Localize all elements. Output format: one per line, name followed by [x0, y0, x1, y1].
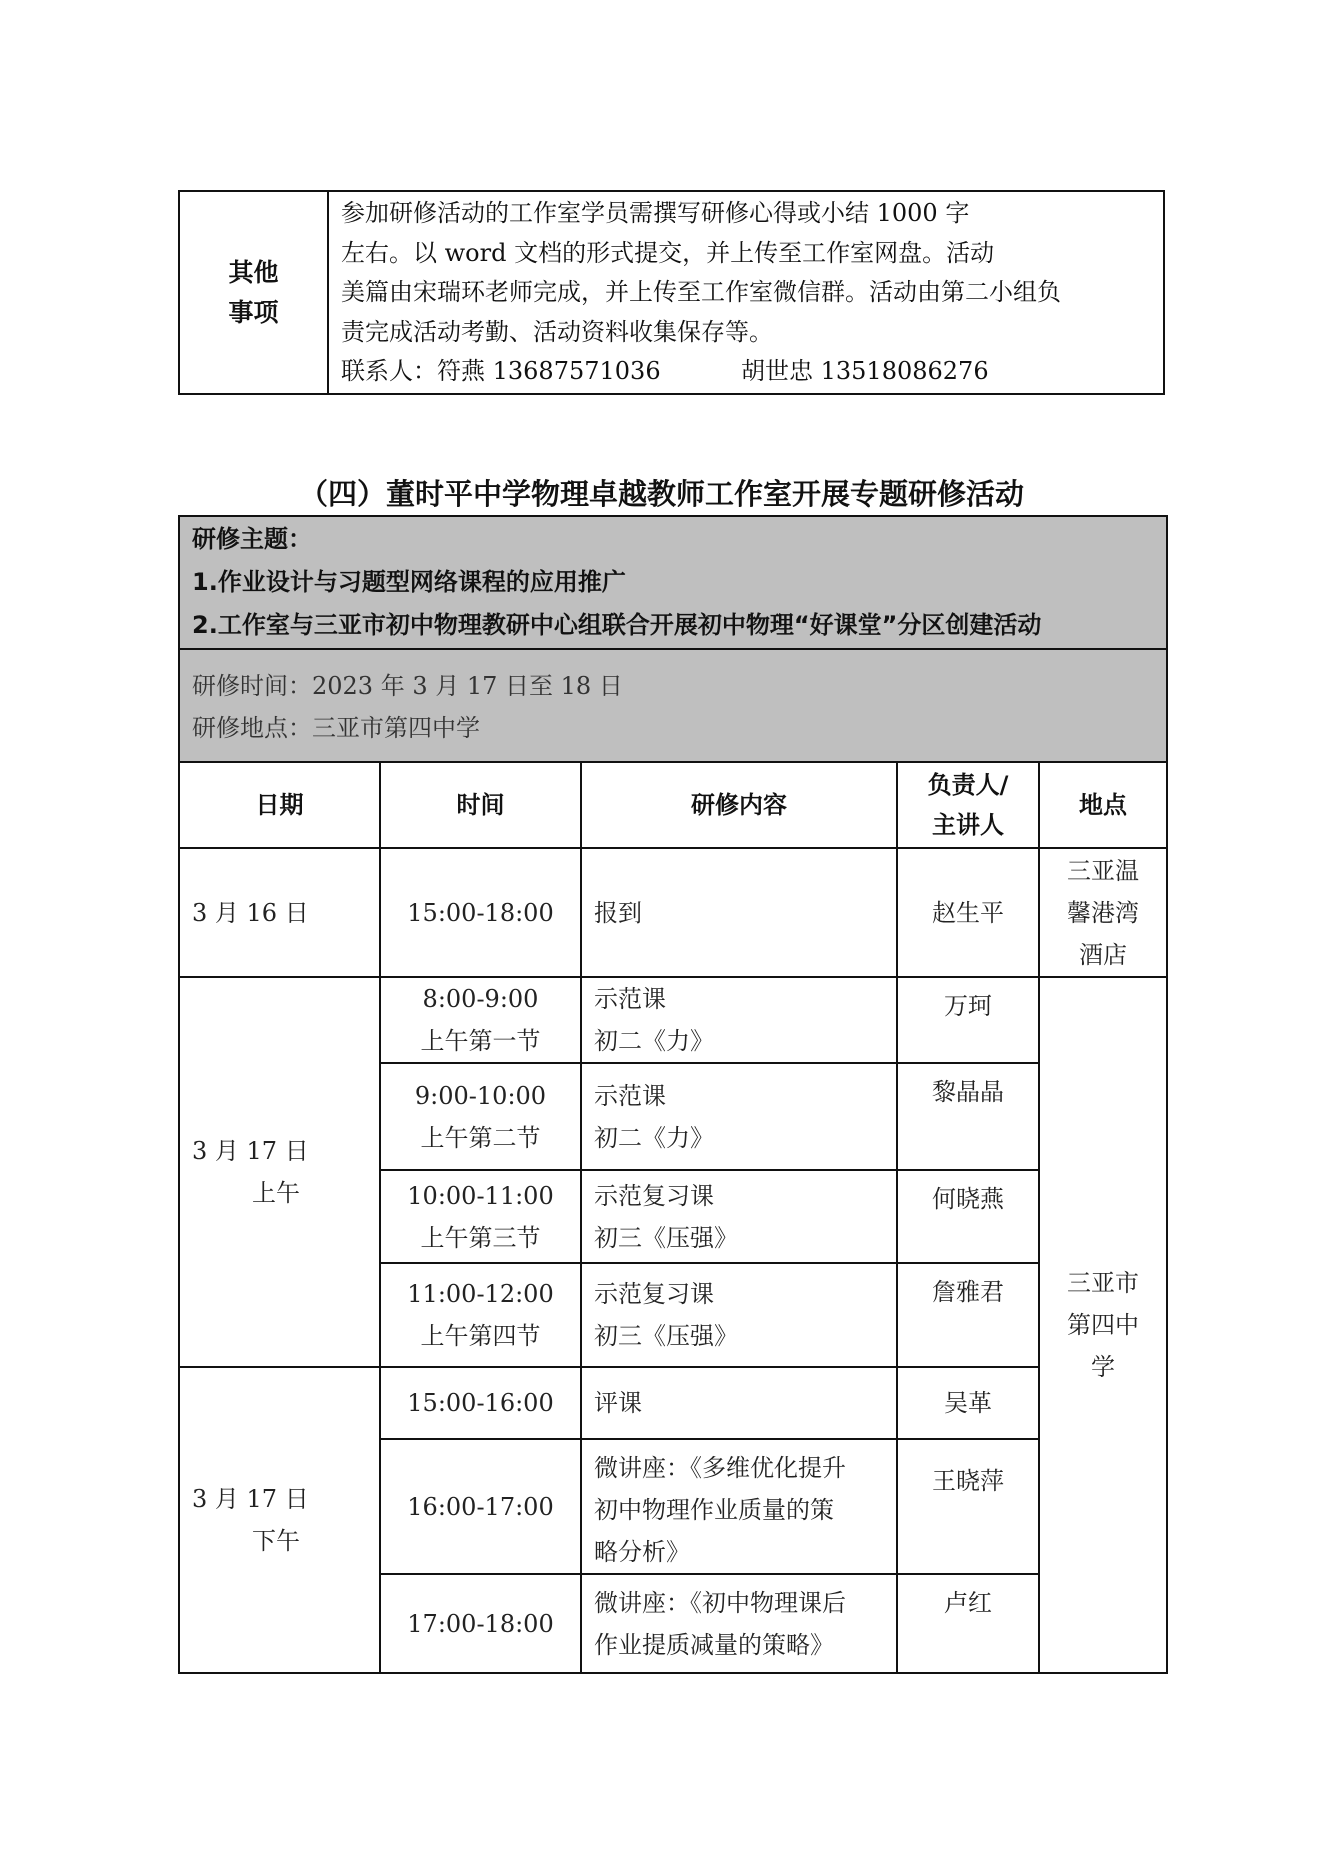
person-cell: 万珂 — [897, 977, 1039, 1063]
person-cell: 王晓萍 — [897, 1439, 1039, 1574]
content-cell: 示范复习课 初三《压强》 — [581, 1263, 897, 1367]
time-cell: 15:00-18:00 — [380, 848, 581, 977]
header-location: 地点 — [1039, 762, 1167, 848]
other-matters-text — [328, 191, 1164, 394]
time-cell: 9:00-10:00 上午第二节 — [380, 1063, 581, 1170]
content-cell: 评课 — [581, 1367, 897, 1439]
location-cell: 三亚温 馨港湾 酒店 — [1039, 848, 1167, 977]
contact-line — [341, 352, 1151, 392]
table-row — [179, 848, 1167, 977]
content-cell: 微讲座：《多维优化提升 初中物理作业质量的策 略分析》 — [581, 1439, 897, 1574]
research-time: 研修时间：2023 年 3 月 17 日至 18 日 — [192, 671, 623, 700]
other-matters-table — [178, 190, 1165, 395]
contact-hu-shizhong: 胡世忠 13518086276 — [741, 357, 989, 385]
table-row — [179, 1367, 1167, 1439]
shared-location-cell: 三亚市 第四中 学 — [1039, 977, 1167, 1673]
header-date: 日期 — [179, 762, 380, 848]
time-cell: 8:00-9:00 上午第一节 — [380, 977, 581, 1063]
person-cell: 吴革 — [897, 1367, 1039, 1439]
content-cell: 报到 — [581, 848, 897, 977]
research-theme: 研修主题： 1.作业设计与习题型网络课程的应用推广 2.工作室与三亚市初中物理教研中心组联合开展初中物理“好课堂”分区创建活动 — [179, 516, 1167, 649]
contact-fu-yan: 联系人：符燕 13687571036 — [341, 357, 661, 385]
person-cell: 黎晶晶 — [897, 1063, 1039, 1170]
theme-item-1: 1.作业设计与习题型网络课程的应用推广 — [192, 568, 626, 596]
notes-line: 责完成活动考勤、活动资料收集保存等。 — [341, 317, 773, 346]
time-cell: 16:00-17:00 — [380, 1439, 581, 1574]
time-cell: 10:00-11:00 上午第三节 — [380, 1170, 581, 1263]
date-cell: 3 月 16 日 — [179, 848, 380, 977]
other-matters-label: 其他 事项 — [179, 191, 328, 394]
time-cell: 15:00-16:00 — [380, 1367, 581, 1439]
content-cell: 示范复习课 初三《压强》 — [581, 1170, 897, 1263]
research-info — [179, 649, 1167, 762]
header-time: 时间 — [380, 762, 581, 848]
date-cell: 3 月 17 日 上午 — [179, 977, 380, 1367]
header-person: 负责人/ 主讲人 — [897, 762, 1039, 848]
person-cell: 赵生平 — [897, 848, 1039, 977]
notes-line: 参加研修活动的工作室学员需撰写研修心得或小结 1000 字 — [341, 199, 970, 227]
table-row — [179, 977, 1167, 1063]
header-content: 研修内容 — [581, 762, 897, 848]
person-cell: 卢红 — [897, 1574, 1039, 1673]
person-cell: 何晓燕 — [897, 1170, 1039, 1263]
theme-item-2: 2.工作室与三亚市初中物理教研中心组联合开展初中物理“好课堂”分区创建活动 — [192, 611, 1042, 639]
schedule-table — [178, 515, 1168, 1674]
research-place: 研修地点：三亚市第四中学 — [192, 713, 480, 742]
date-cell: 3 月 17 日 下午 — [179, 1367, 380, 1673]
content-cell: 示范课 初二《力》 — [581, 977, 897, 1063]
time-cell: 17:00-18:00 — [380, 1574, 581, 1673]
section-title: （四）董时平中学物理卓越教师工作室开展专题研修活动 — [298, 477, 1024, 511]
content-cell: 微讲座：《初中物理课后 作业提质减量的策略》 — [581, 1574, 897, 1673]
time-cell: 11:00-12:00 上午第四节 — [380, 1263, 581, 1367]
content-cell: 示范课 初二《力》 — [581, 1063, 897, 1170]
notes-line: 左右。以 word 文档的形式提交，并上传至工作室网盘。活动 — [341, 238, 995, 267]
person-cell: 詹雅君 — [897, 1263, 1039, 1367]
notes-line: 美篇由宋瑞环老师完成，并上传至工作室微信群。活动由第二小组负 — [341, 278, 1061, 306]
